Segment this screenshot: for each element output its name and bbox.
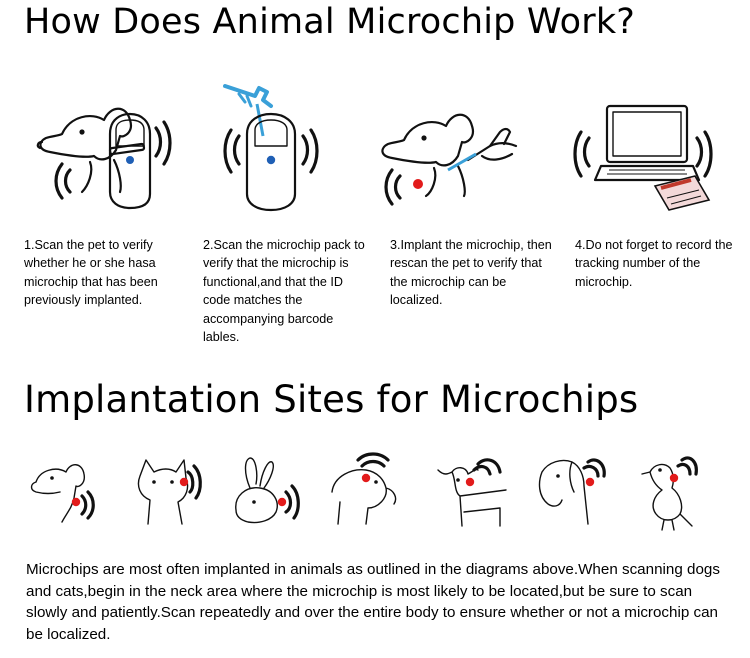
dog-icon — [26, 452, 116, 532]
step-1-text: 1.Scan the pet to verify whether he or she hasa microchip that has been previously implanted. — [24, 238, 158, 308]
rabbit-icon — [224, 452, 304, 532]
step-3-text: 3.Implant the microchip, then rescan the pet to verify that the microchip can be localized. — [390, 238, 552, 308]
sites-title: Implantation Sites for Microchips — [24, 378, 639, 421]
horse-icon — [528, 452, 608, 532]
syringe-scanner-icon — [215, 76, 335, 226]
monkey-icon — [322, 452, 412, 532]
cat-icon — [128, 452, 208, 532]
dog-implant-icon — [378, 76, 528, 226]
main-title: How Does Animal Microchip Work? — [24, 2, 636, 42]
laptop-record-icon — [575, 76, 715, 226]
dog-scan-icon — [30, 76, 170, 226]
cow-icon — [430, 452, 510, 532]
bird-icon — [634, 452, 714, 532]
step-2-text: 2.Scan the microchip pack to verify that the microchip is functional,and that the ID code matches the accompanying barcode lables. — [203, 238, 365, 345]
description-paragraph: Microchips are most often implanted in animals as outlined in the diagrams above.When scanning dogs and cats,begin in the neck area where the microchip is most likely to be located,but be sure to scan slowly and patiently.Scan repeatedly and over the entire body to ensure whether or not a microchip can be localized. — [26, 561, 720, 643]
step-4-text: 4.Do not forget to record the tracking number of the microchip. — [575, 238, 733, 289]
